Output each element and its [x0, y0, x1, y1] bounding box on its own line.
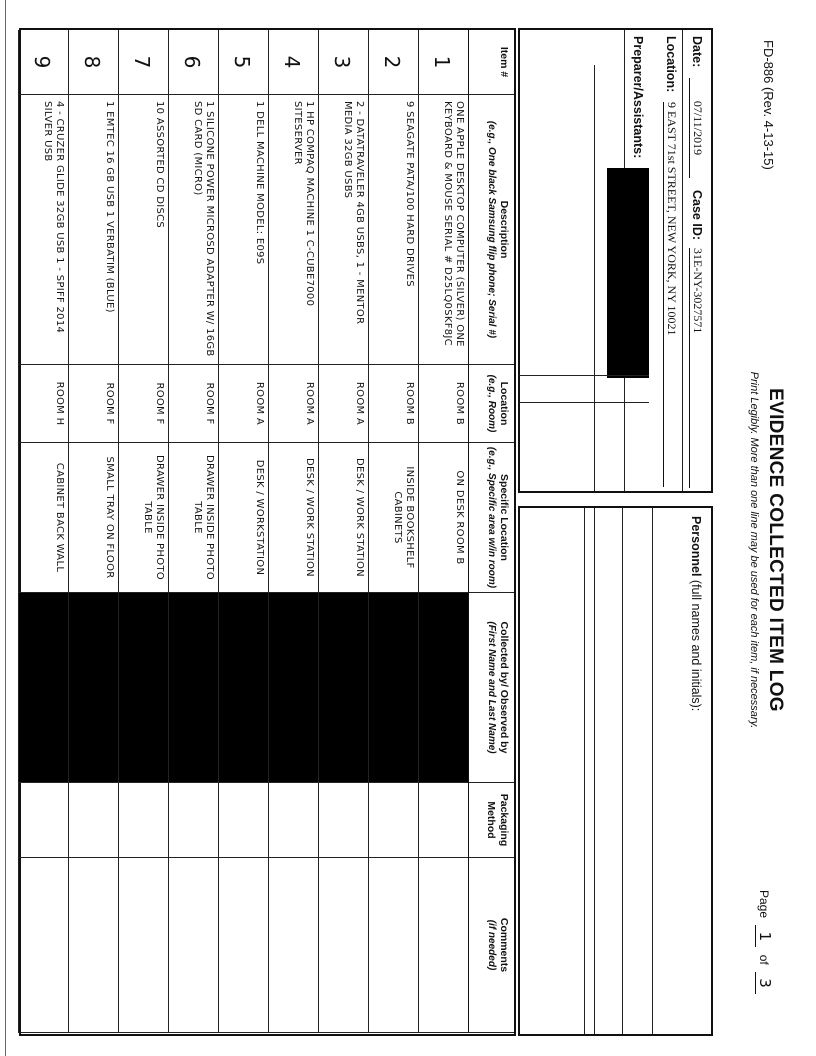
item-number[interactable]: 2: [368, 30, 418, 95]
column-title: Location: [498, 381, 510, 426]
location-field[interactable]: 9 EAST 71st STREET, NEW YORK, NY 10021: [663, 102, 679, 487]
column-header: [468, 443, 514, 593]
packaging-cell[interactable]: [318, 783, 368, 858]
personnel-line[interactable]: [652, 508, 683, 1034]
form-id: FD-886 (Rev. 4-13-15): [761, 40, 776, 170]
column-header: [468, 783, 514, 858]
item-number[interactable]: 9: [18, 30, 68, 95]
location-row: [657, 30, 683, 491]
specific-location-cell[interactable]: INSIDE BOOKSHELF CABINETS: [368, 443, 418, 593]
column-hint: (First Name and Last Name): [486, 621, 497, 754]
description-cell[interactable]: 10 ASSORTED CD DISCS: [118, 95, 168, 365]
page-of-label: of: [757, 954, 771, 965]
footer-rule: [5, 0, 6, 1056]
column-title: Comments: [498, 917, 510, 973]
item-number[interactable]: 4: [268, 30, 318, 95]
collected-by-cell: [318, 593, 368, 783]
comments-cell[interactable]: [218, 858, 268, 1033]
page-label: Page: [757, 890, 771, 919]
divider: [519, 375, 649, 376]
case-info-box: [518, 28, 713, 493]
description-cell[interactable]: 4 - CRUZER GLIDE 32GB USB 1 - SPIFF 2014 SILVER USB: [18, 95, 68, 365]
packaging-cell[interactable]: [268, 783, 318, 858]
location-cell[interactable]: ROOM A: [218, 365, 268, 443]
column-title: Collected by/ Observed by: [498, 621, 510, 754]
divider: [519, 402, 649, 403]
personnel-heading: [689, 516, 703, 711]
description-cell[interactable]: ONE APPLE DESKTOP COMPUTER (SILVER) ONE KEYBOARD & MOUSE SERIAL # D25LQ0SKF8JC: [418, 95, 468, 365]
specific-location-cell[interactable]: DRAWER INSIDE PHOTO TABLE: [168, 443, 218, 593]
comments-cell[interactable]: [268, 858, 318, 1033]
case-id-field[interactable]: 31E-NY-3027571: [689, 248, 705, 488]
column-title: Item #: [498, 46, 510, 78]
packaging-cell[interactable]: [18, 783, 68, 858]
location-label: Location:: [664, 36, 678, 93]
specific-location-cell[interactable]: SMALL TRAY ON FLOOR: [68, 443, 118, 593]
comments-cell[interactable]: [18, 858, 68, 1033]
item-number[interactable]: 8: [68, 30, 118, 95]
personnel-line[interactable]: [622, 508, 653, 1034]
column-header: [468, 593, 514, 783]
page-total: 3: [755, 972, 774, 994]
packaging-cell[interactable]: [368, 783, 418, 858]
description-cell[interactable]: 9 SEAGATE PATA/100 HARD DRIVES: [368, 95, 418, 365]
evidence-table: [19, 28, 516, 1036]
description-cell[interactable]: 2 - DATATRAVELER 4GB USBS, 1 - MENTOR MEDIA 32GB USBS: [318, 95, 368, 365]
collected-by-cell: [218, 593, 268, 783]
comments-cell[interactable]: [368, 858, 418, 1033]
collected-by-cell: [268, 593, 318, 783]
item-number[interactable]: 1: [418, 30, 468, 95]
case-id-label: Case ID:: [690, 190, 704, 241]
specific-location-cell[interactable]: DESK / WORK STATION: [268, 443, 318, 593]
collected-by-cell: [118, 593, 168, 783]
preparer-label: Preparer/Assistants:: [631, 36, 645, 159]
description-cell[interactable]: 1 HP COMPAQ MACHINE 1 C-CUBE7000 SITESERVER: [268, 95, 318, 365]
comments-cell[interactable]: [118, 858, 168, 1033]
page-current: 1: [755, 925, 774, 947]
comments-cell[interactable]: [318, 858, 368, 1033]
collected-by-cell: [18, 593, 68, 783]
location-cell[interactable]: ROOM B: [418, 365, 468, 443]
location-cell[interactable]: ROOM H: [18, 365, 68, 443]
column-header: [468, 365, 514, 443]
personnel-line[interactable]: [584, 508, 595, 1034]
location-cell[interactable]: ROOM B: [368, 365, 418, 443]
personnel-hint: (full names and initials):: [689, 579, 703, 712]
column-header: [468, 95, 514, 365]
item-number[interactable]: 7: [118, 30, 168, 95]
item-number[interactable]: 6: [168, 30, 218, 95]
date-label: Date:: [690, 36, 704, 68]
specific-location-cell[interactable]: DESK / WORK STATION: [318, 443, 368, 593]
column-hint: (e.g., Room): [486, 374, 497, 433]
packaging-cell[interactable]: [418, 783, 468, 858]
specific-location-cell[interactable]: DRAWER INSIDE PHOTO TABLE: [118, 443, 168, 593]
date-field[interactable]: 07/11/2019: [689, 78, 705, 178]
personnel-label: Personnel: [689, 516, 703, 577]
personnel-box: [518, 506, 713, 1036]
column-header: [468, 30, 514, 95]
column-header: [468, 858, 514, 1033]
packaging-cell[interactable]: [218, 783, 268, 858]
packaging-cell[interactable]: [118, 783, 168, 858]
column-hint: (if needed): [486, 919, 497, 971]
comments-cell[interactable]: [418, 858, 468, 1033]
specific-location-cell[interactable]: DESK / WORKSTATION: [218, 443, 268, 593]
specific-location-cell[interactable]: ON DESK ROOM B: [418, 443, 468, 593]
comments-cell[interactable]: [68, 858, 118, 1033]
location-cell[interactable]: ROOM F: [118, 365, 168, 443]
column-hint: (e.g., One black Samsung flip phone; Serial #): [486, 120, 497, 339]
collected-by-cell: [418, 593, 468, 783]
column-title: Packaging Method: [485, 793, 510, 847]
page-subtitle: Print Legibly. More than one line may be used for each item, if necessary.: [748, 371, 760, 729]
item-number[interactable]: 3: [318, 30, 368, 95]
item-number[interactable]: 5: [218, 30, 268, 95]
page-number: [755, 890, 774, 998]
description-cell[interactable]: 1 DELL MACHINE MODEL: E09S: [218, 95, 268, 365]
packaging-cell[interactable]: [168, 783, 218, 858]
specific-location-cell[interactable]: CABINET BACK WALL: [18, 443, 68, 593]
description-cell[interactable]: 1 SILICONE POWER MICROSD ADAPTER W/ 16GB SD CARD (MICRO): [168, 95, 218, 365]
date-case-row: [682, 30, 711, 491]
comments-cell[interactable]: [168, 858, 218, 1033]
redaction-block: [607, 168, 649, 378]
location-cell[interactable]: ROOM A: [268, 365, 318, 443]
column-hint: (e.g., Specific area w/in room): [486, 446, 497, 589]
location-cell[interactable]: ROOM A: [318, 365, 368, 443]
personnel-line[interactable]: [594, 508, 623, 1034]
description-cell[interactable]: 1 EMTEC 16 GB USB 1 VERBATIM (BLUE): [68, 95, 118, 365]
column-title: Description: [498, 200, 510, 259]
column-title: Specific Location: [498, 474, 510, 561]
collected-by-cell: [68, 593, 118, 783]
collected-by-cell: [368, 593, 418, 783]
packaging-cell[interactable]: [68, 783, 118, 858]
location-cell[interactable]: ROOM F: [68, 365, 118, 443]
collected-by-cell: [168, 593, 218, 783]
page-title: EVIDENCE COLLECTED ITEM LOG: [765, 388, 786, 712]
location-cell[interactable]: ROOM F: [168, 365, 218, 443]
